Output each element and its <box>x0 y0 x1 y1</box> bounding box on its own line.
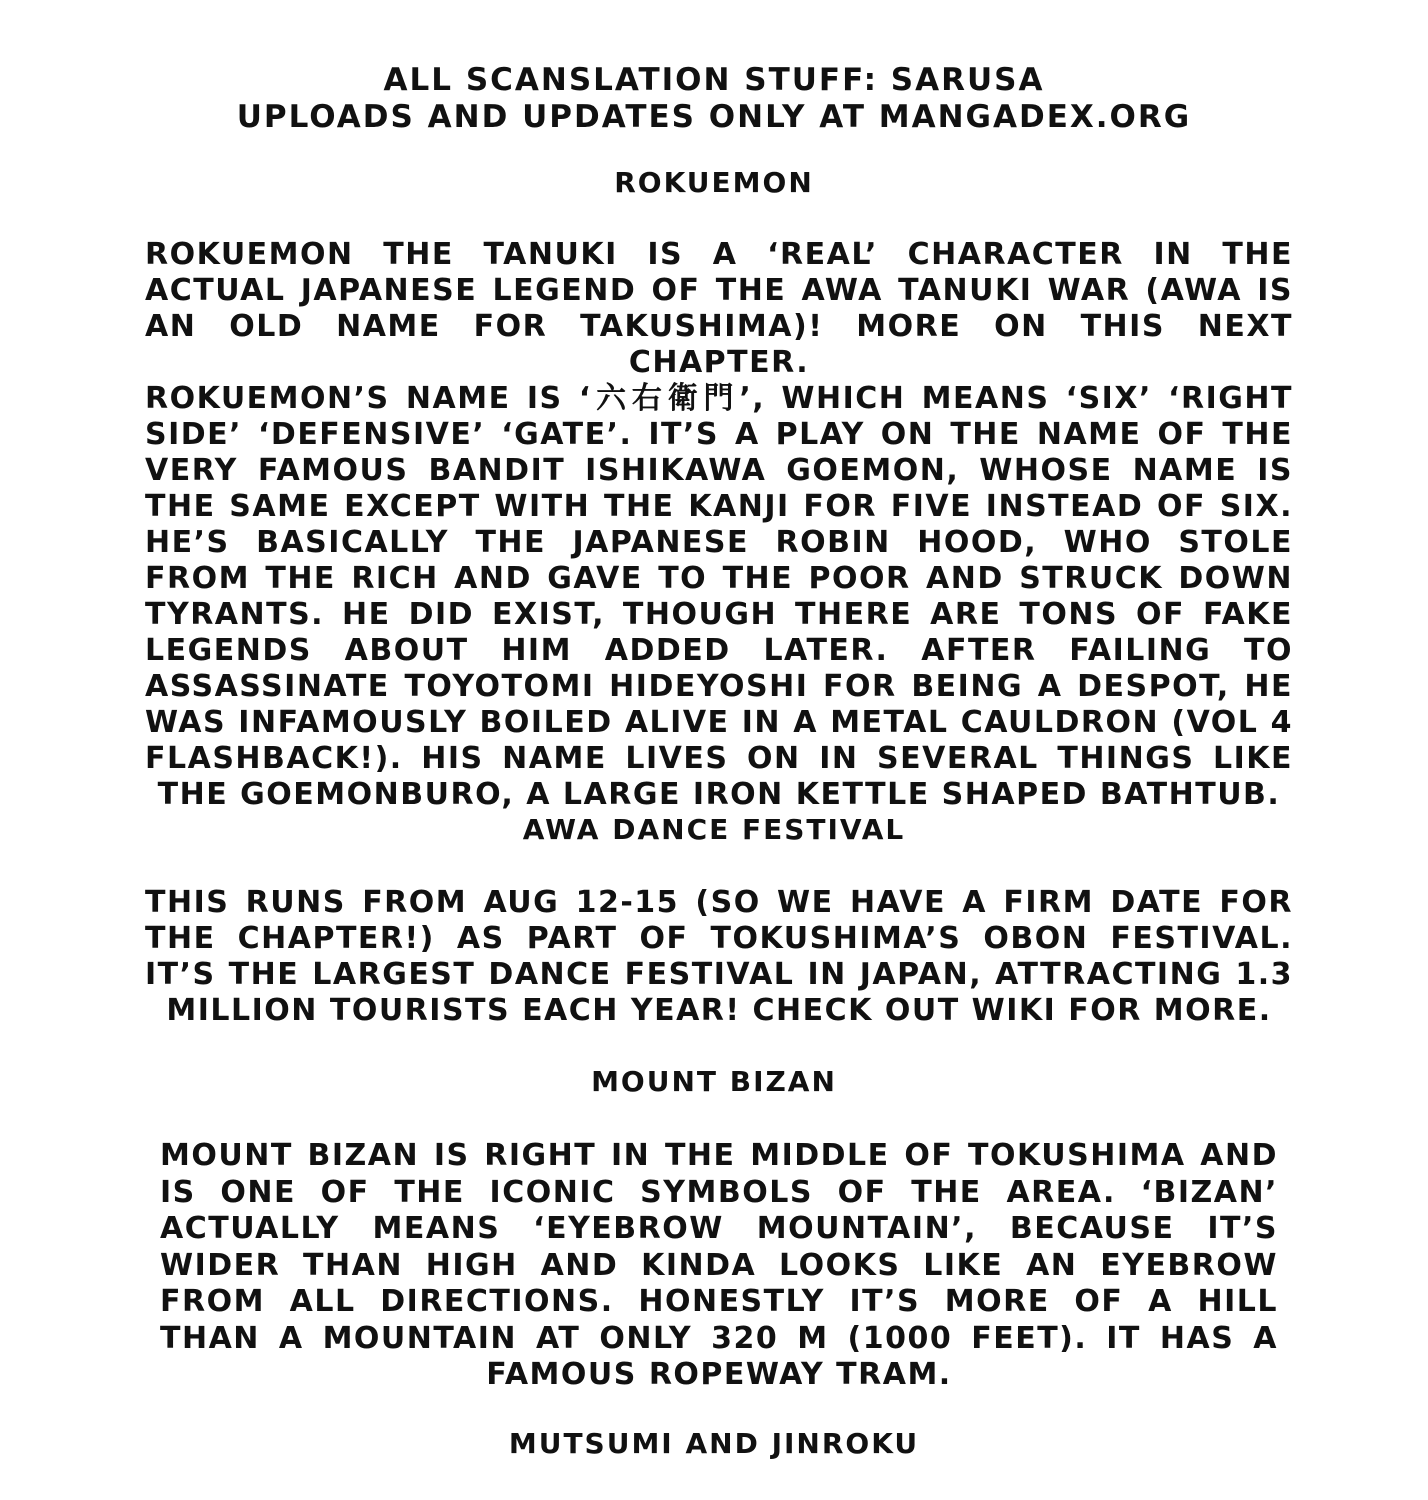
section-heading-mount-bizan: MOUNT BIZAN <box>591 1065 837 1098</box>
paragraph-mount-bizan: MOUNT BIZAN IS RIGHT IN THE MIDDLE OF TOKUSHIMA AND IS ONE OF THE ICONIC SYMBOLS OF THE AREA. ‘BIZAN’ ACTUALLY MEANS ‘EYEBROW MOUNTAIN’, BECAUSE IT’S WIDER THAN HIGH AND KINDA LOOKS LIKE AN EYEBROW FROM ALL DIRECTIONS. HONESTLY IT’S MORE OF A HILL THAN A MOUNTAIN AT ONLY 320 M (1000 FEET). IT HAS A FAMOUS ROPEWAY TRAM. <box>160 1138 1278 1392</box>
credits <box>0 62 1428 136</box>
paragraph-rokuemon-intro: ROKUEMON THE TANUKI IS A ‘REAL’ CHARACTER IN THE ACTUAL JAPANESE LEGEND OF THE AWA TANUKI WAR (AWA IS AN OLD NAME FOR TAKUSHIMA)! MORE ON THIS NEXT CHAPTER. <box>145 237 1293 380</box>
paragraph-awa-dance: THIS RUNS FROM AUG 12-15 (SO WE HAVE A FIRM DATE FOR THE CHAPTER!) AS PART OF TOKUSHIMA’S OBON FESTIVAL. IT’S THE LARGEST DANCE FESTIVAL IN JAPAN, ATTRACTING 1.3 MILLION TOURISTS EACH YEAR! CHECK OUT WIKI FOR MORE. <box>145 885 1293 1028</box>
paragraph-rokuemon-name: ROKUEMON’S NAME IS ‘六右衛門’, WHICH MEANS ‘SIX’ ‘RIGHT SIDE’ ‘DEFENSIVE’ ‘GATE’. IT’S A PLAY ON THE NAME OF THE VERY FAMOUS BANDIT ISHIKAWA GOEMON, WHOSE NAME IS THE SAME EXCEPT WITH THE KANJI FOR FIVE INSTEAD OF SIX. HE’S BASICALLY THE JAPANESE ROBIN HOOD, WHO STOLE FROM THE RICH AND GAVE TO THE POOR AND STRUCK DOWN TYRANTS. HE DID EXIST, THOUGH THERE ARE TONS OF FAKE LEGENDS ABOUT HIM ADDED LATER. AFTER FAILING TO ASSASSINATE TOYOTOMI HIDEYOSHI FOR BEING A DESPOT, HE WAS INFAMOUSLY BOILED ALIVE IN A METAL CAULDRON (VOL 4 FLASHBACK!). HIS NAME LIVES ON IN SEVERAL THINGS LIKE THE GOEMONBURO, A LARGE IRON KETTLE SHAPED BATHTUB. <box>145 381 1293 812</box>
credits-line: ALL SCANSLATION STUFF: SARUSA <box>383 62 1045 98</box>
section-heading-mutsumi: MUTSUMI AND JINROKU <box>508 1427 920 1460</box>
credits-line: UPLOADS AND UPDATES ONLY AT MANGADEX.ORG <box>236 99 1192 135</box>
section-heading-rokuemon: ROKUEMON <box>614 166 814 199</box>
section-heading-awa-dance: AWA DANCE FESTIVAL <box>522 813 906 846</box>
